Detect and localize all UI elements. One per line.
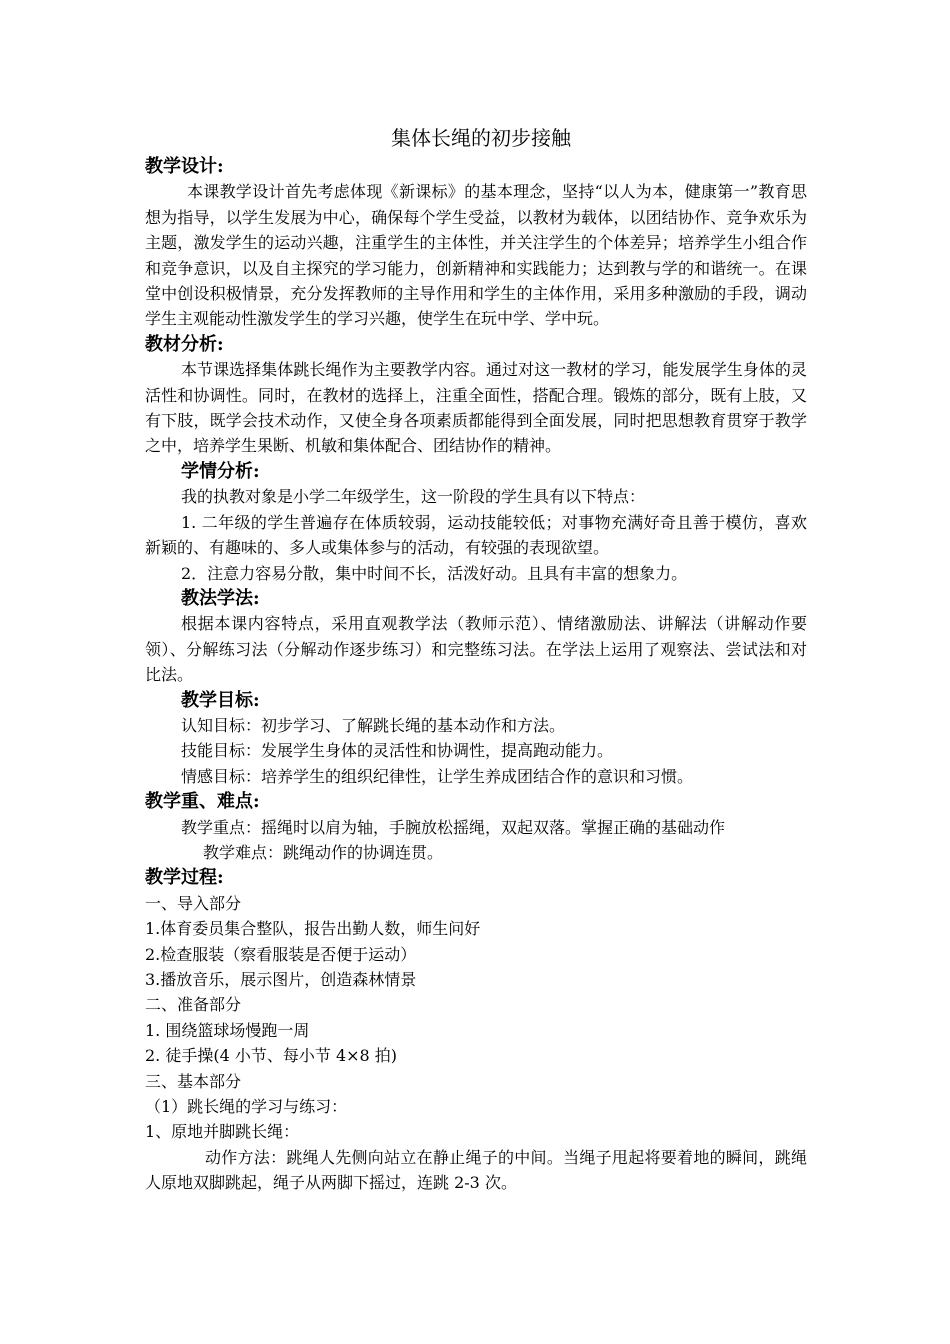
methods-paragraph: 根据本课内容特点，采用直观教学法（教师示范）、情绪激励法、讲解法（讲解动作要领）、分解练习法（分解动作逐步练习）和完整练习法。在学法上运用了观察法、尝试法和对比法。 [145, 614, 807, 685]
design-paragraph: 本课教学设计首先考虑体现《新课标》的基本理念，坚持“以人为本，健康第一”教育思想为指导，以学生发展为中心，确保每个学生受益，以教材为载体，以团结协作、竞争欢乐为主题，激发学生的运动兴趣，注重学生的主体性，并关注学生的个体差异；培养学生小组合作和竞争意识，以及自主探究的学习能力，创新精神和实践能力；达到教与学的和谐统一。在课堂中创设积极情景，充分发挥教师的主导作用和学生的主体作用，采用多种激励的手段，调动学生主观能动性激发学生的学习兴趣，使学生在玩中学、学中玩。 [145, 182, 807, 329]
heading-students: 学情分析: [181, 460, 260, 482]
heading-process: 教学过程: [145, 867, 224, 889]
process-line: 2.检查服装（察看服装是否便于运动） [145, 944, 417, 964]
goal-emotion: 情感目标：培养学生的组织纪律性，让学生养成团结合作的意识和习惯。 [181, 766, 694, 786]
heading-methods: 教法学法: [181, 587, 260, 609]
process-line: 1.体育委员集合整队，报告出勤人数，师生问好 [145, 919, 481, 939]
heading-keys: 教学重、难点: [145, 791, 260, 813]
process-line: 1. 围绕篮球场慢跑一周 [145, 1020, 310, 1040]
goal-skill: 技能目标：发展学生身体的灵活性和协调性，提高跑动能力。 [181, 741, 614, 761]
page-title: 集体长绳的初步接触 [391, 126, 571, 150]
key-point: 教学重点：摇绳时以肩为轴，手腕放松摇绳，双起双落。掌握正确的基础动作 [181, 817, 726, 837]
heading-design: 教学设计: [145, 156, 224, 177]
material-paragraph: 本节课选择集体跳长绳作为主要教学内容。通过对这一教材的学习，能发展学生身体的灵活性和协调性。同时，在教材的选择上，注重全面性，搭配合理。锻炼的部分，既有上肢，又有下肢，既学会技术动作，又使全身各项素质都能得到全面发展，同时把思想教育贯穿于教学之中，培养学生果断、机敏和集体配合、团结协作的精神。 [145, 360, 807, 456]
process-line: 1、原地并脚跳长绳： [145, 1122, 300, 1142]
goal-cognitive: 认知目标：初步学习、了解跳长绳的基本动作和方法。 [181, 715, 566, 735]
document-page [145, 122, 807, 1196]
process-line: 二、准备部分 [145, 995, 242, 1015]
students-point-2: 2．注意力容易分散，集中时间不长，活泼好动。且具有丰富的想象力。 [181, 563, 688, 583]
process-method-paragraph: 动作方法：跳绳人先侧向站立在静止绳子的中间。当绳子甩起将要着地的瞬间，跳绳人原地双脚跳起，绳子从两脚下摇过，连跳 2-3 次。 [145, 1147, 807, 1193]
difficulty-point: 教学难点：跳绳动作的协调连贯。 [203, 842, 444, 862]
process-line: 3.播放音乐，展示图片，创造森林情景 [145, 970, 417, 989]
process-line: （1）跳长绳的学习与练习： [145, 1097, 348, 1117]
students-point-1: 1. 二年级的学生普遍存在体质较弱，运动技能较低；对事物充满好奇且善于模仿，喜欢新颖的、有趣味的、多人或集体参与的活动，有较强的表现欲望。 [145, 512, 807, 558]
heading-material: 教材分析: [145, 333, 224, 355]
heading-goals: 教学目标: [181, 689, 260, 711]
process-line: 2. 徒手操(4 小节、每小节 4×8 拍) [145, 1046, 398, 1066]
process-line: 一、导入部分 [145, 893, 242, 913]
process-line: 三、基本部分 [145, 1071, 242, 1091]
students-intro: 我的执教对象是小学二年级学生，这一阶段的学生具有以下特点： [181, 487, 646, 507]
